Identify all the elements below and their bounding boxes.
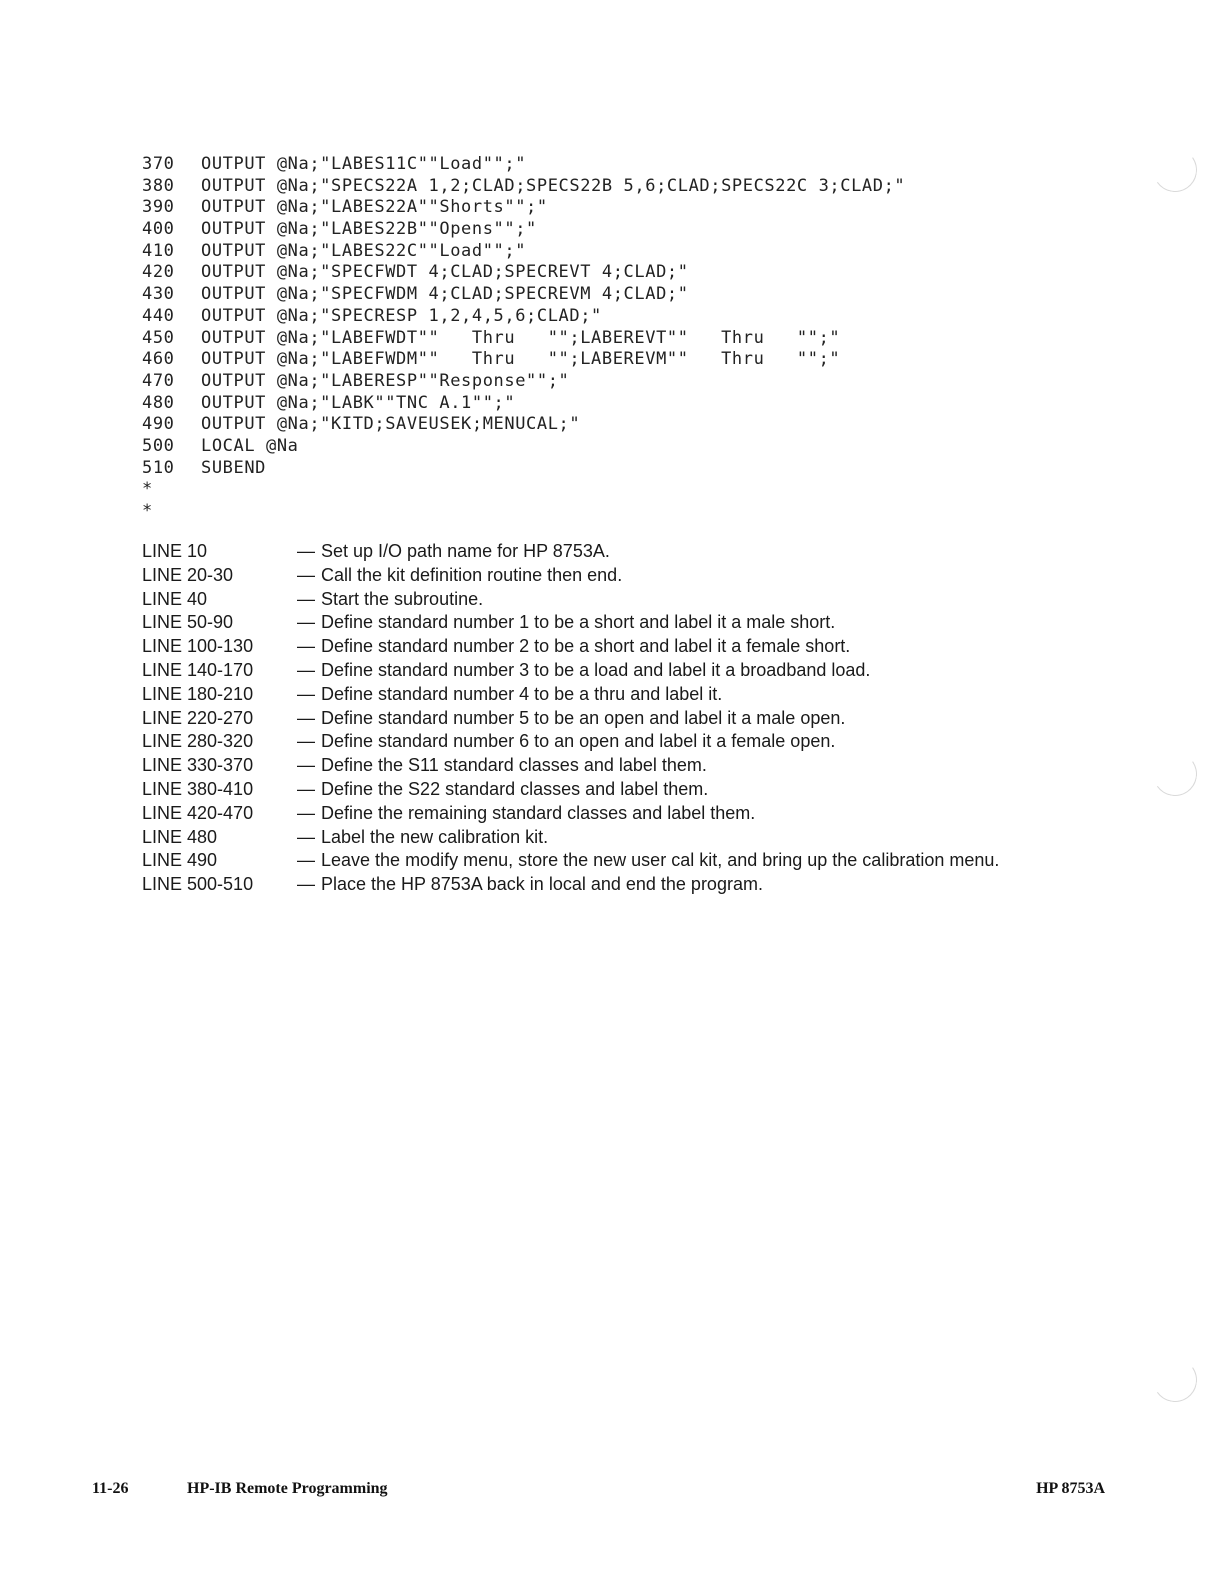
description-row (142, 802, 1062, 826)
line-description-text: Leave the modify menu, store the new user cal kit, and bring up the calibration menu. (321, 850, 1000, 871)
code-line-text: OUTPUT @Na;"SPECS22A 1,2;CLAD;SPECS22B 5,6;CLAD;SPECS22C 3;CLAD;" (201, 175, 906, 196)
code-line-number: * (142, 501, 153, 521)
code-line (142, 371, 1062, 393)
code-line-text: SUBEND (201, 457, 267, 478)
dash-separator: — (297, 850, 315, 871)
code-line-text: OUTPUT @Na;"LABES22C""Load"";" (201, 240, 527, 261)
description-row (142, 588, 1062, 612)
line-range-label: LINE 100-130 (142, 636, 254, 657)
description-row (142, 778, 1062, 802)
code-line-number: 370 (142, 154, 175, 174)
dash-separator: — (297, 802, 315, 823)
program-listing (142, 154, 1062, 523)
description-row (142, 635, 1062, 659)
code-line-number: * (142, 479, 153, 500)
line-range-label: LINE 500-510 (142, 874, 254, 895)
line-range-label: LINE 50-90 (142, 612, 234, 633)
code-line (142, 458, 1062, 480)
code-line-number: 410 (142, 240, 175, 261)
dash-separator: — (297, 778, 315, 799)
code-line (142, 262, 1062, 284)
line-range-label: LINE 420-470 (142, 802, 254, 823)
code-line-text: OUTPUT @Na;"LABEFWDM"" Thru "";LABEREVM"" Thru "";" (201, 349, 841, 370)
description-row (142, 683, 1062, 707)
code-line-number: 480 (142, 392, 175, 413)
description-row (142, 659, 1062, 683)
code-line (142, 306, 1062, 328)
line-range-label: LINE 280-320 (142, 731, 254, 752)
code-line (142, 479, 1062, 501)
description-row (142, 564, 1062, 588)
section-title: HP-IB Remote Programming (187, 1480, 388, 1497)
line-description-text: Define standard number 5 to be an open and label it a male open. (321, 707, 846, 728)
code-line-text: OUTPUT @Na;"LABES11C""Load"";" (201, 154, 527, 174)
code-line-number: 460 (142, 349, 175, 370)
dash-separator: — (297, 683, 315, 704)
description-row (142, 611, 1062, 635)
line-description-text: Place the HP 8753A back in local and end the program. (321, 874, 763, 895)
code-line (142, 154, 1062, 176)
binder-hole-middle (1150, 749, 1201, 800)
dash-separator: — (297, 541, 315, 561)
line-description-text: Call the kit definition routine then end. (321, 564, 623, 585)
code-line-text: OUTPUT @Na;"LABES22B""Opens"";" (201, 219, 537, 240)
dash-separator: — (297, 612, 315, 633)
code-line-text: OUTPUT @Na;"KITD;SAVEUSEK;MENUCAL;" (201, 414, 581, 435)
description-row (142, 873, 1062, 897)
line-range-label: LINE 380-410 (142, 778, 254, 799)
code-line (142, 241, 1062, 263)
binder-hole-top (1150, 145, 1201, 196)
line-description-text: Define the remaining standard classes and label them. (321, 802, 756, 823)
code-line-number: 440 (142, 305, 175, 326)
description-row (142, 707, 1062, 731)
description-row (142, 826, 1062, 850)
code-line (142, 284, 1062, 306)
line-range-label: LINE 40 (142, 588, 208, 609)
code-line (142, 219, 1062, 241)
instrument-model: HP 8753A (1036, 1480, 1105, 1497)
dash-separator: — (297, 659, 315, 680)
line-description-text: Start the subroutine. (321, 588, 484, 609)
code-line-text: OUTPUT @Na;"LABES22A""Shorts"";" (201, 197, 548, 218)
dash-separator: — (297, 564, 315, 585)
line-range-label: LINE 140-170 (142, 659, 254, 680)
page-number: 11-26 (92, 1480, 129, 1497)
line-description-text: Define standard number 3 to be a load and label it a broadband load. (321, 659, 871, 680)
code-line-number: 380 (142, 175, 175, 196)
code-line-number: 450 (142, 327, 175, 348)
code-line (142, 328, 1062, 350)
code-line-text: OUTPUT @Na;"SPECRESP 1,2,4,5,6;CLAD;" (201, 305, 602, 326)
code-line-text: OUTPUT @Na;"LABEFWDT"" Thru "";LABEREVT"" Thru "";" (201, 327, 841, 348)
code-line-text: LOCAL @Na (201, 435, 299, 456)
line-range-label: LINE 20-30 (142, 564, 234, 585)
line-range-label: LINE 490 (142, 850, 218, 871)
line-description-text: Define standard number 6 to an open and label it a female open. (321, 731, 836, 752)
code-line (142, 349, 1062, 371)
description-row (142, 754, 1062, 778)
line-description-text: Set up I/O path name for HP 8753A. (321, 541, 610, 561)
dash-separator: — (297, 826, 315, 847)
line-descriptions (142, 540, 1062, 897)
line-description-text: Define standard number 4 to be a thru and label it. (321, 683, 723, 704)
line-range-label: LINE 10 (142, 541, 208, 561)
code-line-text: OUTPUT @Na;"SPECFWDM 4;CLAD;SPECREVM 4;CLAD;" (201, 284, 689, 305)
code-line-text: OUTPUT @Na;"LABERESP""Response"";" (201, 370, 570, 391)
line-range-label: LINE 480 (142, 826, 218, 847)
code-line (142, 436, 1062, 458)
code-line (142, 197, 1062, 219)
line-description-text: Define the S22 standard classes and label them. (321, 778, 709, 799)
code-line-number: 500 (142, 435, 175, 456)
description-row (142, 849, 1062, 873)
code-line (142, 393, 1062, 415)
code-line-number: 490 (142, 414, 175, 435)
line-description-text: Define the S11 standard classes and label them. (321, 755, 707, 776)
code-line-number: 470 (142, 370, 175, 391)
description-row (142, 730, 1062, 754)
dash-separator: — (297, 731, 315, 752)
line-description-text: Label the new calibration kit. (321, 826, 549, 847)
line-range-label: LINE 330-370 (142, 755, 254, 776)
dash-separator: — (297, 874, 315, 895)
dash-separator: — (297, 636, 315, 657)
description-row (142, 540, 1062, 564)
line-range-label: LINE 220-270 (142, 707, 254, 728)
code-line (142, 414, 1062, 436)
dash-separator: — (297, 707, 315, 728)
code-line-number: 420 (142, 262, 175, 283)
code-line-number: 400 (142, 219, 175, 240)
line-description-text: Define standard number 2 to be a short and label it a female short. (321, 636, 851, 657)
code-line-number: 430 (142, 284, 175, 305)
code-line-number: 510 (142, 457, 175, 478)
line-range-label: LINE 180-210 (142, 683, 254, 704)
code-line-number: 390 (142, 197, 175, 218)
code-line (142, 176, 1062, 198)
dash-separator: — (297, 588, 315, 609)
code-line-text: OUTPUT @Na;"LABK""TNC A.1"";" (201, 392, 516, 413)
code-line-text: OUTPUT @Na;"SPECFWDT 4;CLAD;SPECREVT 4;CLAD;" (201, 262, 689, 283)
page-footer (92, 1480, 1105, 1502)
code-line (142, 501, 1062, 523)
line-description-text: Define standard number 1 to be a short and label it a male short. (321, 612, 836, 633)
binder-hole-bottom (1150, 1355, 1201, 1406)
dash-separator: — (297, 755, 315, 776)
